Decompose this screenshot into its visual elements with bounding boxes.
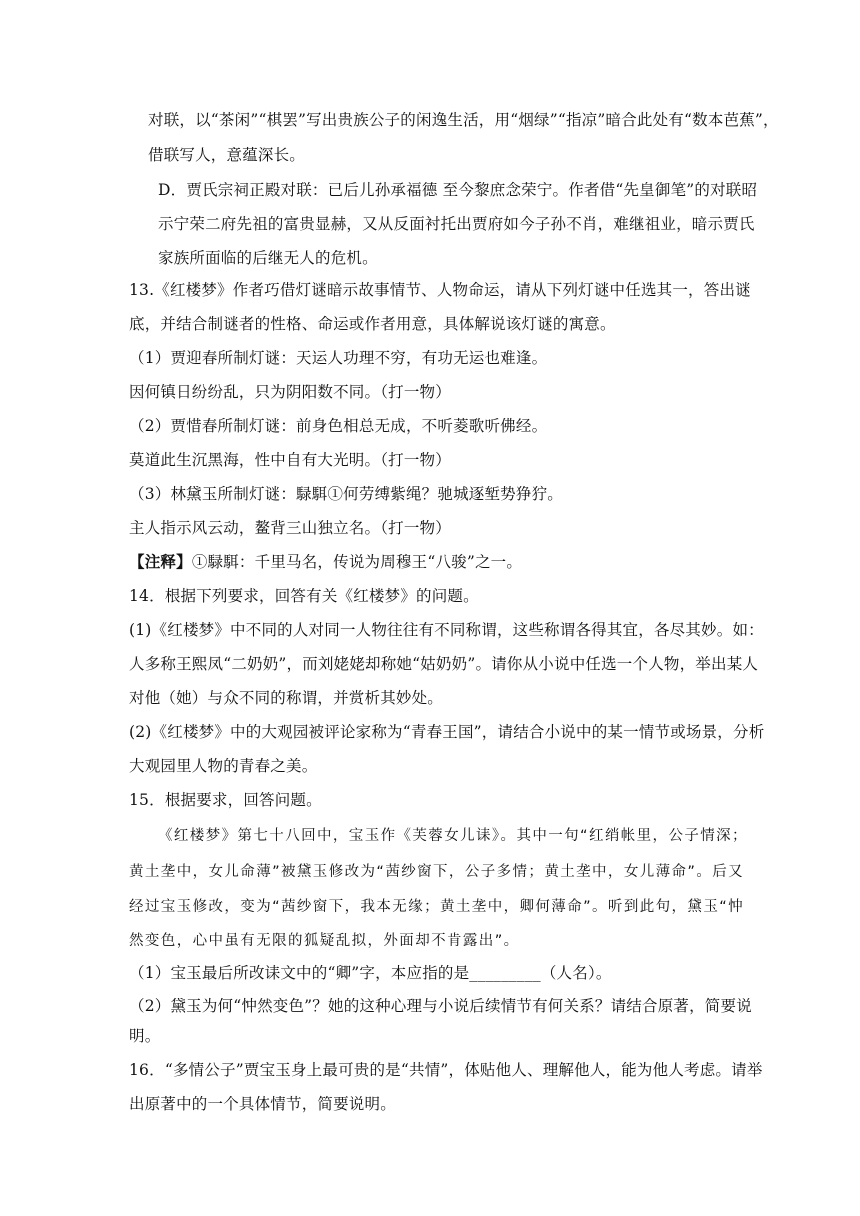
question-15-passage-line-2: 黄土垄中，女儿命薄”被黛玉修改为“茜纱窗下，公子多情；黄土垄中，女儿薄命”。后又 xyxy=(129,864,745,880)
riddle-3-title: （3）林黛玉所制灯谜：騄駬①何劳缚紫绳？驰城逐堑势狰狞。 xyxy=(129,485,563,503)
question-14-part-1-line-1: (1)《红楼梦》中不同的人对同一人物往往有不同称谓，这些称谓各得其宜，各尽其妙。如： xyxy=(129,621,764,639)
option-d-line-3: 家族所面临的后继无人的危机。 xyxy=(158,249,378,267)
annotation-note xyxy=(129,552,749,572)
question-15-passage-line-4: 然变色，心中虽有无限的狐疑乱拟，外面却不肯露出”。 xyxy=(129,933,520,949)
question-15-passage-line-1: 《红楼梦》第七十八回中，宝玉作《芙蓉女儿诔》。其中一句“红绡帐里，公子情深； xyxy=(158,828,748,844)
question-15-passage-line-3: 经过宝玉修改，变为“茜纱窗下，我本无缘；黄土垄中，卿何薄命”。听到此句，黛玉“忡 xyxy=(129,899,745,915)
question-13-stem-line-2: 底，并结合制谜者的性格、命运或作者用意，具体解说该灯谜的寓意。 xyxy=(129,315,616,333)
riddle-1-title: （1）贾迎春所制灯谜：天运人功理不穷，有功无运也难逢。 xyxy=(129,349,548,367)
annotation-text: ①騄駬：千里马名，传说为周穆王“八骏”之一。 xyxy=(191,553,523,571)
riddle-3-verse: 主人指示风云动，鳌背三山独立名。（打一物） xyxy=(129,519,451,537)
option-c-text-line-1: 对联，以“茶闲”“棋罢”写出贵族公子的闲逸生活，用“烟绿”“指凉”暗合此处有“数本芭蕉”， xyxy=(148,111,779,129)
question-14-part-1-line-3: 对他（她）与众不同的称谓，并赏析其妙处。 xyxy=(129,689,444,707)
option-c-text-line-2: 借联写人，意蕴深长。 xyxy=(148,146,306,164)
option-d-line-1: D．贾氏宗祠正殿对联：已后儿孙承福德 至今黎庶念荣宁。作者借“先皇御笔”的对联昭 xyxy=(158,181,758,199)
question-14-part-1-line-2: 人多称王熙凤“二奶奶”，而刘姥姥却称她“姑奶奶”。请你从小说中任选一个人物，举出某人 xyxy=(129,655,759,673)
question-16-line-1: 16．“多情公子”贾宝玉身上最可贵的是“共情”，体贴他人、理解他人，能为他人考虑。请举 xyxy=(129,1061,763,1079)
riddle-1-verse: 因何镇日纷纷乱，只为阴阳数不同。（打一物） xyxy=(129,383,451,401)
riddle-2-title: （2）贾惜春所制灯谜：前身色相总无成，不听菱歌听佛经。 xyxy=(129,417,548,435)
annotation-label: 【注释】 xyxy=(129,552,192,571)
question-15-subquestion-2-line-1: （2）黛玉为何“忡然变色”？她的这种心理与小说后续情节有何关系？请结合原著，简要说 xyxy=(129,997,752,1015)
question-14-part-2-line-2: 大观园里人物的青春之美。 xyxy=(129,757,318,775)
question-15-subquestion-1: （1）宝玉最后所改诔文中的“卿”字，本应指的是_________（人名）。 xyxy=(129,964,612,982)
question-14-part-2-line-1: (2)《红楼梦》中的大观园被评论家称为“青春王国”，请结合小说中的某一情节或场景，分析 xyxy=(129,723,765,741)
riddle-2-verse: 莫道此生沉黑海，性中自有大光明。（打一物） xyxy=(129,451,451,469)
option-d-line-2: 示宁荣二府先祖的富贵显赫，又从反面衬托出贾府如今子孙不肖，难继祖业，暗示贾氏 xyxy=(158,215,755,233)
question-15-subquestion-2-line-2: 明。 xyxy=(129,1027,161,1045)
question-16-line-2: 出原著中的一个具体情节，简要说明。 xyxy=(129,1095,396,1113)
question-14-stem: 14．根据下列要求，回答有关《红楼梦》的问题。 xyxy=(129,587,479,605)
question-15-stem: 15．根据要求，回答问题。 xyxy=(129,791,322,809)
question-13-stem-line-1: 13.《红楼梦》作者巧借灯谜暗示故事情节、人物命运，请从下列灯谜中任选其一，答出谜 xyxy=(129,281,751,299)
